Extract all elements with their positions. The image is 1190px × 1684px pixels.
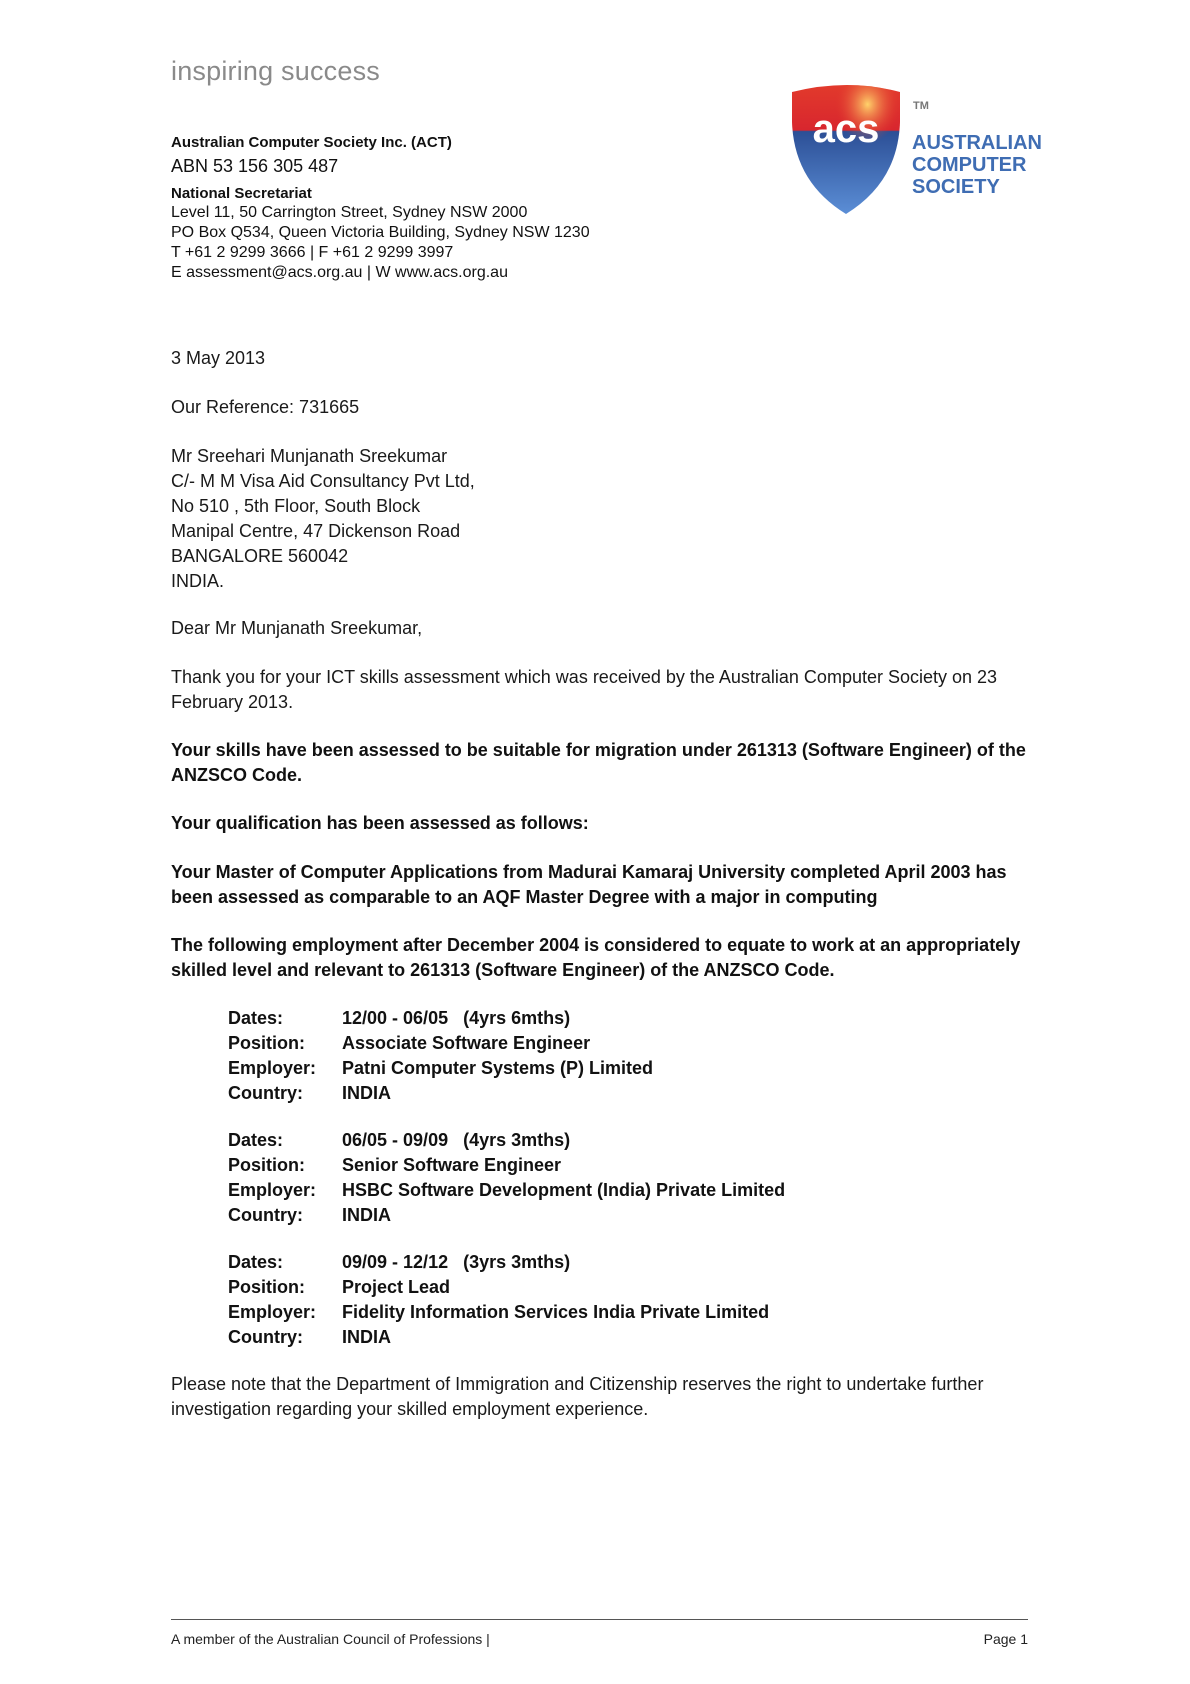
recipient-address (171, 444, 1031, 594)
logo-wordmark (912, 132, 1042, 198)
qualification-detail: Your Master of Computer Applications from Madurai Kamaraj University completed April 2003 has been assessed as comparable to an AQF Master Degree with a major in computing (171, 862, 1007, 907)
department: National Secretariat (171, 185, 312, 202)
country-label: Country: (228, 1205, 303, 1225)
page-number: Page 1 (983, 1631, 1028, 1647)
qualification-heading: Your qualification has been assessed as follows: (171, 813, 589, 833)
reference: Our Reference: 731665 (171, 397, 360, 417)
dates-label: Dates: (228, 1130, 284, 1150)
footer-membership: A member of the Australian Council of Professions | (171, 1631, 490, 1647)
footer-divider (171, 1619, 1028, 1620)
recipient-line: No 510 , 5th Floor, South Block (171, 496, 421, 516)
salutation: Dear Mr Munjanath Sreekumar, (171, 618, 423, 638)
intro-paragraph: Thank you for your ICT skills assessment which was received by the Australian Computer Society on 23 February 2013. (171, 667, 998, 712)
employer-value: Fidelity Information Services India Private Limited (342, 1302, 770, 1322)
employer-label: Employer: (228, 1302, 317, 1322)
dates-value: 06/05 - 09/09 (4yrs 3mths) (342, 1130, 571, 1150)
logo-line-1: AUSTRALIAN (912, 132, 1042, 154)
dates-label: Dates: (228, 1008, 284, 1028)
position-value: Project Lead (342, 1277, 451, 1297)
address-line-2: PO Box Q534, Queen Victoria Building, Sydney NSW 1230 (171, 224, 590, 241)
country-value: INDIA (342, 1327, 391, 1347)
trademark: TM (913, 100, 929, 112)
logo-line-3: SOCIETY (912, 176, 1000, 198)
recipient-line: C/- M M Visa Aid Consultancy Pvt Ltd, (171, 471, 475, 491)
closing-paragraph: Please note that the Department of Immigration and Citizenship reserves the right to undertake further investigation regarding your skilled employment experience. (171, 1374, 984, 1419)
phone-fax: T +61 2 9299 3666 | F +61 2 9299 3997 (171, 244, 454, 261)
recipient-line: Manipal Centre, 47 Dickenson Road (171, 521, 461, 541)
employment-intro: The following employment after December 2004 is considered to equate to work at an appropriately skilled level and relevant to 261313 (Software Engineer) of the ANZSCO Code. (171, 935, 1021, 980)
employment-entry (228, 1250, 769, 1350)
employer-value: Patni Computer Systems (P) Limited (342, 1058, 654, 1078)
employer-label: Employer: (228, 1180, 317, 1200)
recipient-line: BANGALORE 560042 (171, 546, 349, 566)
assessment-result: Your skills have been assessed to be suitable for migration under 261313 (Software Engineer) of the ANZSCO Code. (171, 740, 1026, 785)
country-value: INDIA (342, 1205, 391, 1225)
dates-value: 12/00 - 06/05 (4yrs 6mths) (342, 1008, 571, 1028)
recipient-line: INDIA. (171, 571, 225, 591)
country-label: Country: (228, 1327, 303, 1347)
position-label: Position: (228, 1033, 305, 1053)
dates-label: Dates: (228, 1252, 284, 1272)
employer-value: HSBC Software Development (India) Private Limited (342, 1180, 786, 1200)
country-label: Country: (228, 1083, 303, 1103)
org-name: Australian Computer Society Inc. (ACT) (171, 134, 452, 151)
employment-entry (228, 1128, 785, 1228)
address-line-1: Level 11, 50 Carrington Street, Sydney NSW 2000 (171, 204, 528, 221)
recipient-line: Mr Sreehari Munjanath Sreekumar (171, 446, 448, 466)
position-label: Position: (228, 1155, 305, 1175)
dates-value: 09/09 - 12/12 (3yrs 3mths) (342, 1252, 571, 1272)
letter-date: 3 May 2013 (171, 348, 266, 368)
email-web: E assessment@acs.org.au | W www.acs.org.au (171, 264, 508, 281)
position-value: Senior Software Engineer (342, 1155, 562, 1175)
logo-line-2: COMPUTER (912, 154, 1027, 176)
position-label: Position: (228, 1277, 305, 1297)
logo-mark: acs (812, 107, 880, 151)
country-value: INDIA (342, 1083, 391, 1103)
employment-entry (228, 1006, 653, 1106)
abn: ABN 53 156 305 487 (171, 156, 339, 176)
position-value: Associate Software Engineer (342, 1033, 591, 1053)
employer-label: Employer: (228, 1058, 317, 1078)
tagline: inspiring success (171, 56, 380, 86)
